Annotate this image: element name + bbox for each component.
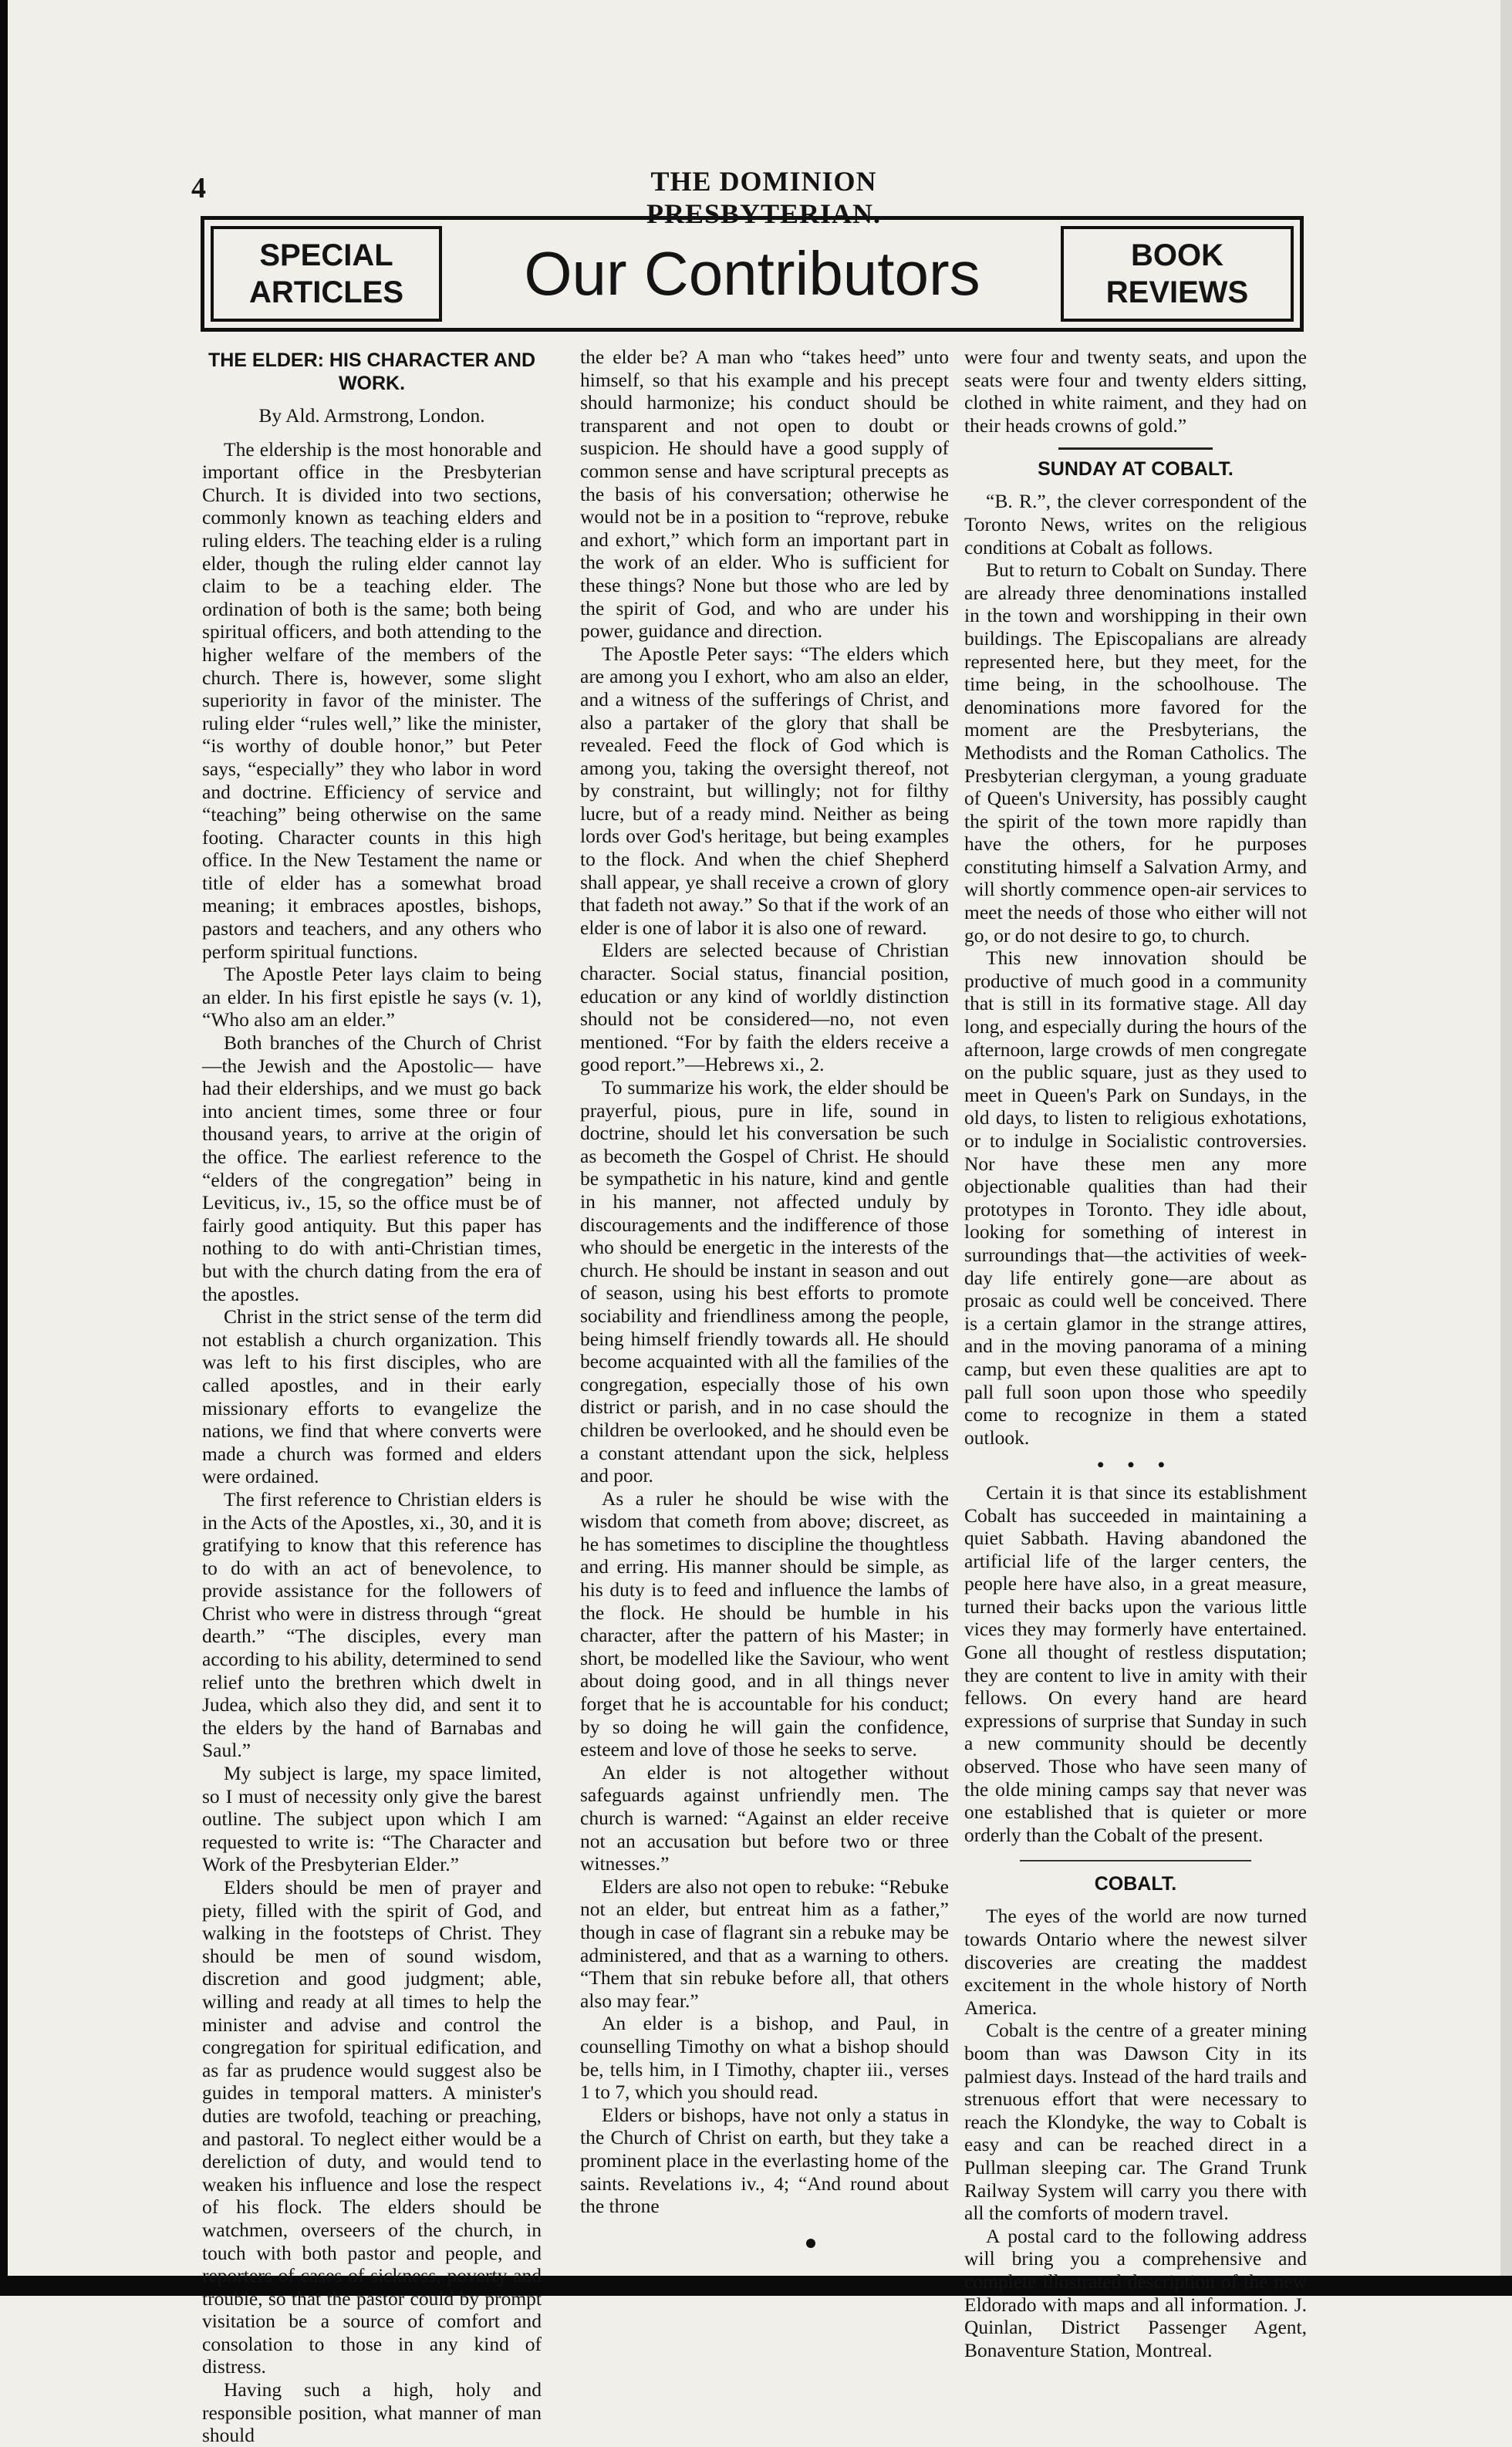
- scan-border-right: [1500, 0, 1512, 2296]
- banner-left-line2: ARTICLES: [249, 275, 403, 309]
- banner-right-line1: BOOK: [1130, 238, 1223, 272]
- elder-paragraph: An elder is not altogether without safeguards against unfriendly men. The church is warned: “Against an elder receive not an accusation but before two or three witnesses.”: [580, 1760, 949, 1875]
- sunday-paragraph: This new innovation should be productive of much good in a community that is still in its formative stage. All day long, and especially during the hours of the afternoon, large crowds of men congregate on the public square, just as they used to meet in Queen's Park on Sundays, in the old days, to listen to religious exhotations, or to indulge in Socialistic controversies. Nor have these men any more objectionable qualities than had their prototypes in Toronto. They idle about, looking for something of interest in surroundings that—the activities of week-day life entirely gone—are about as prosaic as could well be conceived. There is a certain glamor in the strange attires, and in the moving panorama of a mining camp, but even these qualities are apt to pall full soon upon those who speedily come to recognize in them a stated outlook.: [964, 947, 1307, 1449]
- section-break-stars: • • •: [1097, 1453, 1174, 1477]
- page-number: 4: [191, 172, 206, 204]
- banner-title: Our Contributors: [524, 239, 980, 308]
- cobalt-paragraph: The eyes of the world are now turned towards Ontario where the newest silver discoveries are creating the maddest excitement in the whole history of North America.: [964, 1905, 1307, 2019]
- cobalt-paragraph: Cobalt is the centre of a greater mining boom than was Dawson City in its palmiest days. Instead of the hard trails and strenuous effort that were necessary to reach the Klondyke, the way to Cobalt is easy and can be reached direct in a Pullman sleeping car. The Grand Trunk Railway System will carry you there with all the comforts of modern travel.: [964, 2019, 1307, 2225]
- sunday-headline: SUNDAY AT COBALT.: [1038, 458, 1234, 481]
- elder-paragraph: To summarize his work, the elder should be prayerful, pious, pure in life, sound in doctrine, should let his conversation be such as becometh the Gospel of Christ. He should be sympathetic in his nature, kind and gentle in his manner, not affected unduly by discouragements and the indifference of those who should be energetic in the interests of the church. He should be instant in season and out of season, using his best efforts to promote sociability and friendliness among the people, being himself friendly towards all. He should become acquainted with all the families of the congregation, especially those of his own district or parish, and in no case should the children be overlooked, and he should even be a constant attendant upon the sick, helpless and poor.: [580, 1076, 949, 1487]
- article-divider: [1058, 447, 1213, 450]
- elder-paragraph: Elders or bishops, have not only a status in the Church of Christ on earth, but they take a prominent place in the everlasting home of the saints. Revelations iv., 4; “And round about the throne: [580, 2103, 949, 2218]
- sunday-paragraph: But to return to Cobalt on Sunday. There are already three denominations installed in the town and worshipping in their own buildings. The Episcopalians are already represented here, but they meet, for the time being, in the schoolhouse. The denominations more favored for the moment are the Presbyterians, the Methodists and the Roman Catholics. The Presbyterian clergyman, a young graduate of Queen's University, has possibly caught the spirit of the town more rapidly than have the others, for he purposes constituting himself a Salvation Army, and will shortly commence open-air services to meet the needs of those who either will not go, or do not desire to go, to church.: [964, 559, 1307, 947]
- book-reviews-box: [1061, 226, 1294, 322]
- elder-byline: By Ald. Armstrong, London.: [258, 404, 485, 427]
- column-2: [580, 346, 949, 2218]
- elder-paragraph: The first reference to Christian elders is in the Acts of the Apostles, xi., 30, and it is gratifying to know that this reference has to do with an act of benevolence, to provide assistance for the followers of Christ who were in distress through “great dearth.” “The disciples, every man according to his ability, determined to send relief unto the brethren which dwelt in Judea, which also they did, and sent it to the elders by the hand of Barnabas and Saul.”: [202, 1487, 542, 1762]
- section-banner: [201, 216, 1304, 332]
- elder-paragraph: Elders are also not open to rebuke: “Rebuke not an elder, but entreat him as a father,” though in case of flagrant sin a rebuke may be administered, and that as a warning to others. “Them that sin rebuke before all, that others also may fear.”: [580, 1875, 949, 2012]
- cobalt-paragraph: A postal card to the following address will bring you a comprehensive and complete illustrated description of the new Eldorado with maps and all information. J. Quinlan, District Passenger Agent, Bonaventure Station, Montreal.: [964, 2224, 1307, 2361]
- elder-paragraph: Elders are selected because of Christian character. Social status, financial position, education or any kind of worldly distinction should not be considered—no, not even mentioned. “For by faith the elders receive a good report.”—Hebrews xi., 2.: [580, 939, 949, 1076]
- footer-dot: [806, 2239, 815, 2248]
- elder-headline: THE ELDER: HIS CHARACTER AND WORK.: [208, 349, 536, 394]
- sunday-paragraph: Certain it is that since its establishment Cobalt has succeeded in maintaining a quiet Sabbath. Having abandoned the artificial life of the larger centers, the people here have also, in a great measure, turned their backs upon the various little vices they may formerly have entertained. Gone all thought of restless disputation; they are content to live in amity with their fellows. On every hand are heard expressions of surprise that Sunday in such a new community should be decently observed. Those who have seen many of the olde mining camps say that never was one established that is quieter or more orderly than the Cobalt of the present.: [964, 1480, 1307, 1846]
- elder-paragraph: The Apostle Peter says: “The elders which are among you I exhort, who am also an elder, and a witness of the sufferings of Christ, and also a partaker of the glory that shall be revealed. Feed the flock of God which is among you, taking the oversight thereof, not by constraint, but willingly; not for filthy lucre, but of a ready mind. Neither as being lords over God's heritage, but being examples to the flock. And when the chief Shepherd shall appear, ye shall receive a crown of glory that fadeth not away.” So that if the work of an elder is one of labor it is also one of reward.: [580, 642, 949, 939]
- elder-paragraph: Having such a high, holy and responsible position, what manner of man should: [202, 2378, 542, 2447]
- special-articles-box: [211, 226, 442, 322]
- column-1: [202, 346, 542, 2447]
- elder-paragraph: An elder is a bishop, and Paul, in counselling Timothy on what a bishop should be, tells him, in I Timothy, chapter iii., verses 1 to 7, which you should read.: [580, 2012, 949, 2104]
- column-3: [964, 346, 1307, 2361]
- elder-paragraph: The eldership is the most honorable and important office in the Presbyterian Church. It is divided into two sections, commonly known as teaching elders and ruling elders. The teaching elder is a ruling elder, though the ruling elder cannot lay claim to be a teaching elder. The ordination of both is the same; both being spiritual officers, and both attending to the higher welfare of the members of the church. There is, however, some slight superiority in favor of the minister. The ruling elder “rules well,” like the minister, “is worthy of double honor,” but Peter says, “especially” they who labor in word and doctrine. Efficiency of service and “teaching” being otherwise on the same footing. Character counts in this high office. In the New Testament the name or title of elder has a somewhat broad meaning; it embraces apostles, bishops, pastors and teachers, and any others who perform spiritual functions.: [202, 437, 542, 963]
- elder-closing-paragraph: were four and twenty seats, and upon the seats were four and twenty elders sitting, clothed in white raiment, and they had on their heads crowns of gold.”: [964, 346, 1307, 437]
- banner-left-line1: SPECIAL: [259, 238, 393, 272]
- cobalt-headline: COBALT.: [1094, 1873, 1177, 1895]
- sunday-paragraph: “B. R.”, the clever correspondent of the Toronto News, writes on the religious conditions at Cobalt as follows.: [964, 490, 1307, 559]
- elder-paragraph: The Apostle Peter lays claim to being an elder. In his first epistle he says (v. 1), “Who also am an elder.”: [202, 963, 542, 1031]
- elder-paragraph: As a ruler he should be wise with the wisdom that cometh from above; discreet, as he has sometimes to discipline the thoughtless and erring. His manner should be simple, as his duty is to feed and influence the lambs of the flock. He should be humble in his character, after the pattern of his Master; in short, be modelled like the Saviour, who went about doing good, and in all things never forget that he is accountable for his conduct; by so doing he will gain the confidence, esteem and love of those he seeks to serve.: [580, 1487, 949, 1761]
- elder-paragraph: Christ in the strict sense of the term did not establish a church organization. This was left to his first disciples, who are called apostles, and in their early missionary efforts to evangelize the nations, we find that where converts were made a church was formed and elders were ordained.: [202, 1305, 542, 1488]
- banner-right-line2: REVIEWS: [1105, 275, 1249, 309]
- elder-paragraph: the elder be? A man who “takes heed” unto himself, so that his example and his precept should harmonize; his conduct should be transparent and not open to doubt or suspicion. He should have a good supply of common sense and have scriptural precepts as the basis of his conversation; otherwise he would not be in a position to “reprove, rebuke and exhort,” which form an important part in the work of an elder. Who is sufficient for these things? None but those who are led by the spirit of God, and who are under his power, guidance and direction.: [580, 346, 949, 643]
- article-divider: [1020, 1860, 1251, 1861]
- elder-paragraph: Elders should be men of prayer and piety, filled with the spirit of God, and walking in the footsteps of Christ. They should be men of sound wisdom, discretion and good judgment; able, willing and ready at all times to help the minister and advise and control the congregation for spiritual edification, and as far as prudence would suggest also be guides in temporal matters. A minister's duties are twofold, teaching or preaching, and pastoral. To neglect either would be a dereliction of duty, and would tend to weaken his influence and lose the respect of his flock. The elders should be watchmen, overseers of the church, in touch with both pastor and people, and reporters of cases of sickness, poverty and trouble, so that the pastor could by prompt visitation be a source of comfort and consolation to those in any kind of distress.: [202, 1876, 542, 2378]
- publication-title: THE DOMINION PRESBYTERIAN.: [646, 166, 882, 229]
- scan-border-left: [0, 0, 8, 2296]
- elder-paragraph: My subject is large, my space limited, so I must of necessity only give the barest outline. The subject upon which I am requested to write is: “The Character and Work of the Presbyterian Elder.”: [202, 1762, 542, 1876]
- elder-paragraph: Both branches of the Church of Christ—the Jewish and the Apostolic— have had their elderships, and we must go back into ancient times, some three or four thousand years, to arrive at the origin of the office. The earliest reference to the “elders of the congregation” being in Leviticus, iv., 15, so the office must be of fairly good antiquity. But this paper has nothing to do with anti-Christian times, but with the church dating from the era of the apostles.: [202, 1031, 542, 1305]
